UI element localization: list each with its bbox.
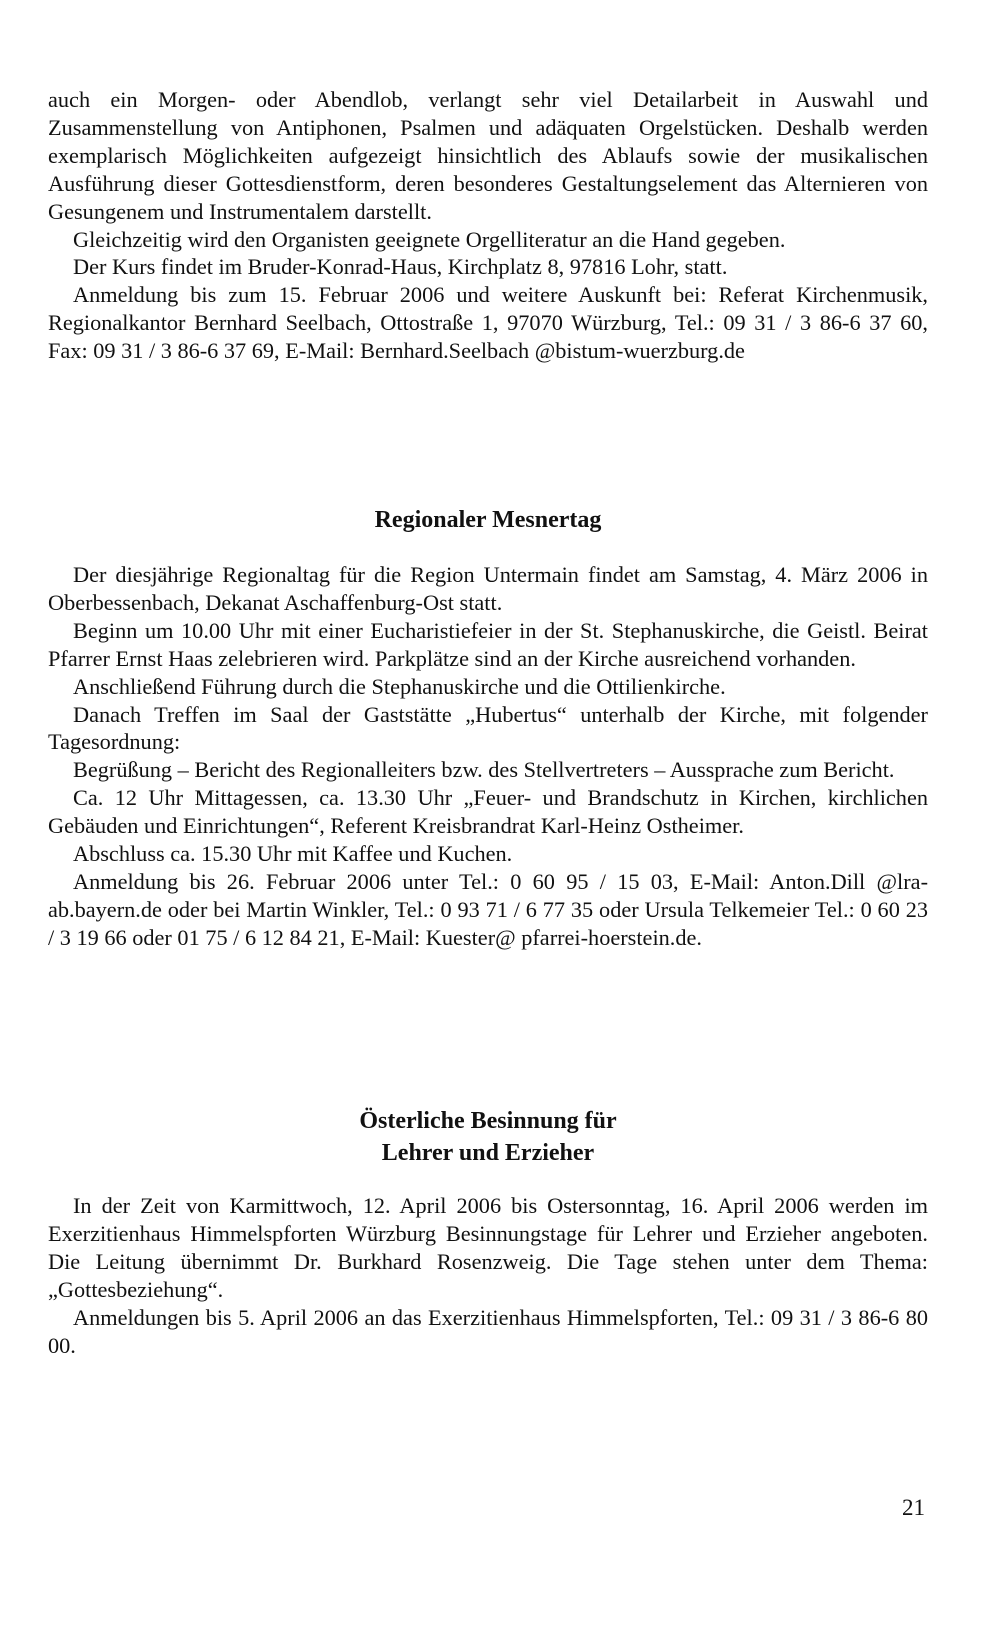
intro-paragraph-1: auch ein Morgen- oder Abendlob, verlangt sehr viel Detailarbeit in Auswahl und Zusammenstellung von Antiphonen, Psalmen und adäquaten Orgelstücken. Deshalb werden exemplarisch Möglichkeiten aufgezeigt hinsichtlich des Ablaufs sowie der musikalischen Ausführung dieser Gottesdienstform, deren besonderes Gestaltungselement das Alternieren von Gesungenem und Instrumentalem darstellt. bbox=[48, 87, 928, 224]
page-number: 21 bbox=[902, 1495, 925, 1520]
besinnung-section bbox=[48, 1192, 928, 1359]
mesnertag-paragraph-7: Abschluss ca. 15.30 Uhr mit Kaffee und Kuchen. bbox=[73, 841, 513, 867]
heading-line-1: Österliche Besinnung für bbox=[359, 1108, 617, 1134]
heading-oesterliche-besinnung bbox=[48, 1105, 928, 1169]
mesnertag-section bbox=[48, 561, 928, 952]
besinnung-paragraph-1: In der Zeit von Karmittwoch, 12. April 2006 bis Ostersonntag, 16. April 2006 werden im Exerzitienhaus Himmelspforten Würzburg Besinnungstage für Lehrer und Erzieher angeboten. Die Leitung übernimmt Dr. Burkhard Rosenzweig. Die Tage stehen unter dem Thema: „Gottesbeziehung“. bbox=[48, 1193, 928, 1302]
heading-line-2: Lehrer und Erzieher bbox=[381, 1140, 595, 1166]
mesnertag-paragraph-4: Danach Treffen im Saal der Gaststätte „Hubertus“ unterhalb der Kirche, mit folgender Tagesordnung: bbox=[48, 701, 928, 755]
intro-paragraph-2: Gleichzeitig wird den Organisten geeignete Orgelliteratur an die Hand gegeben. bbox=[73, 226, 786, 252]
besinnung-paragraph-2: Anmeldungen bis 5. April 2006 an das Exerzitienhaus Himmelspforten, Tel.: 09 31 / 3 86-6 80 00. bbox=[48, 1304, 928, 1358]
heading-regionaler-mesnertag: Regionaler Mesnertag bbox=[374, 507, 602, 533]
mesnertag-paragraph-5: Begrüßung – Bericht des Regionalleiters bzw. des Stellvertreters – Aussprache zum Bericht. bbox=[73, 757, 895, 783]
mesnertag-paragraph-3: Anschließend Führung durch die Stephanuskirche und die Ottilienkirche. bbox=[73, 673, 726, 699]
mesnertag-paragraph-8: Anmeldung bis 26. Februar 2006 unter Tel.: 0 60 95 / 15 03, E-Mail: Anton.Dill @lra-ab.bayern.de oder bei Martin Winkler, Tel.: 0 93 71 / 6 77 35 oder Ursula Telkemeier Tel.: 0 60 23 / 3 19 66 oder 01 75 / 6 12 84 21, E-Mail: Kuester@ pfarrei-hoerstein.de. bbox=[48, 868, 928, 950]
mesnertag-paragraph-1: Der diesjährige Regionaltag für die Region Untermain findet am Samstag, 4. März 2006 in Oberbessenbach, Dekanat Aschaffenburg-Ost statt. bbox=[48, 562, 928, 615]
intro-paragraph-4: Anmeldung bis zum 15. Februar 2006 und weitere Auskunft bei: Referat Kirchenmusik, Regionalkantor Bernhard Seelbach, Ottostraße 1, 97070 Würzburg, Tel.: 09 31 / 3 86-6 37 60, Fax: 09 31 / 3 86-6 37 69, E-Mail: Bernhard.Seelbach @bistum-wuerzburg.de bbox=[48, 282, 928, 364]
mesnertag-paragraph-6: Ca. 12 Uhr Mittagessen, ca. 13.30 Uhr „Feuer- und Brandschutz in Kirchen, kirchlichen Gebäuden und Einrichtungen“, Referent Kreisbrandrat Karl-Heinz Ostheimer. bbox=[48, 785, 928, 839]
intro-paragraph-3: Der Kurs findet im Bruder-Konrad-Haus, Kirchplatz 8, 97816 Lohr, statt. bbox=[73, 254, 728, 280]
intro-section bbox=[48, 86, 928, 365]
mesnertag-paragraph-2: Beginn um 10.00 Uhr mit einer Eucharistiefeier in der St. Stephanuskirche, die Geistl. Beirat Pfarrer Ernst Haas zelebrieren wird. Parkplätze sind an der Kirche ausreichend vorhanden. bbox=[48, 617, 928, 671]
